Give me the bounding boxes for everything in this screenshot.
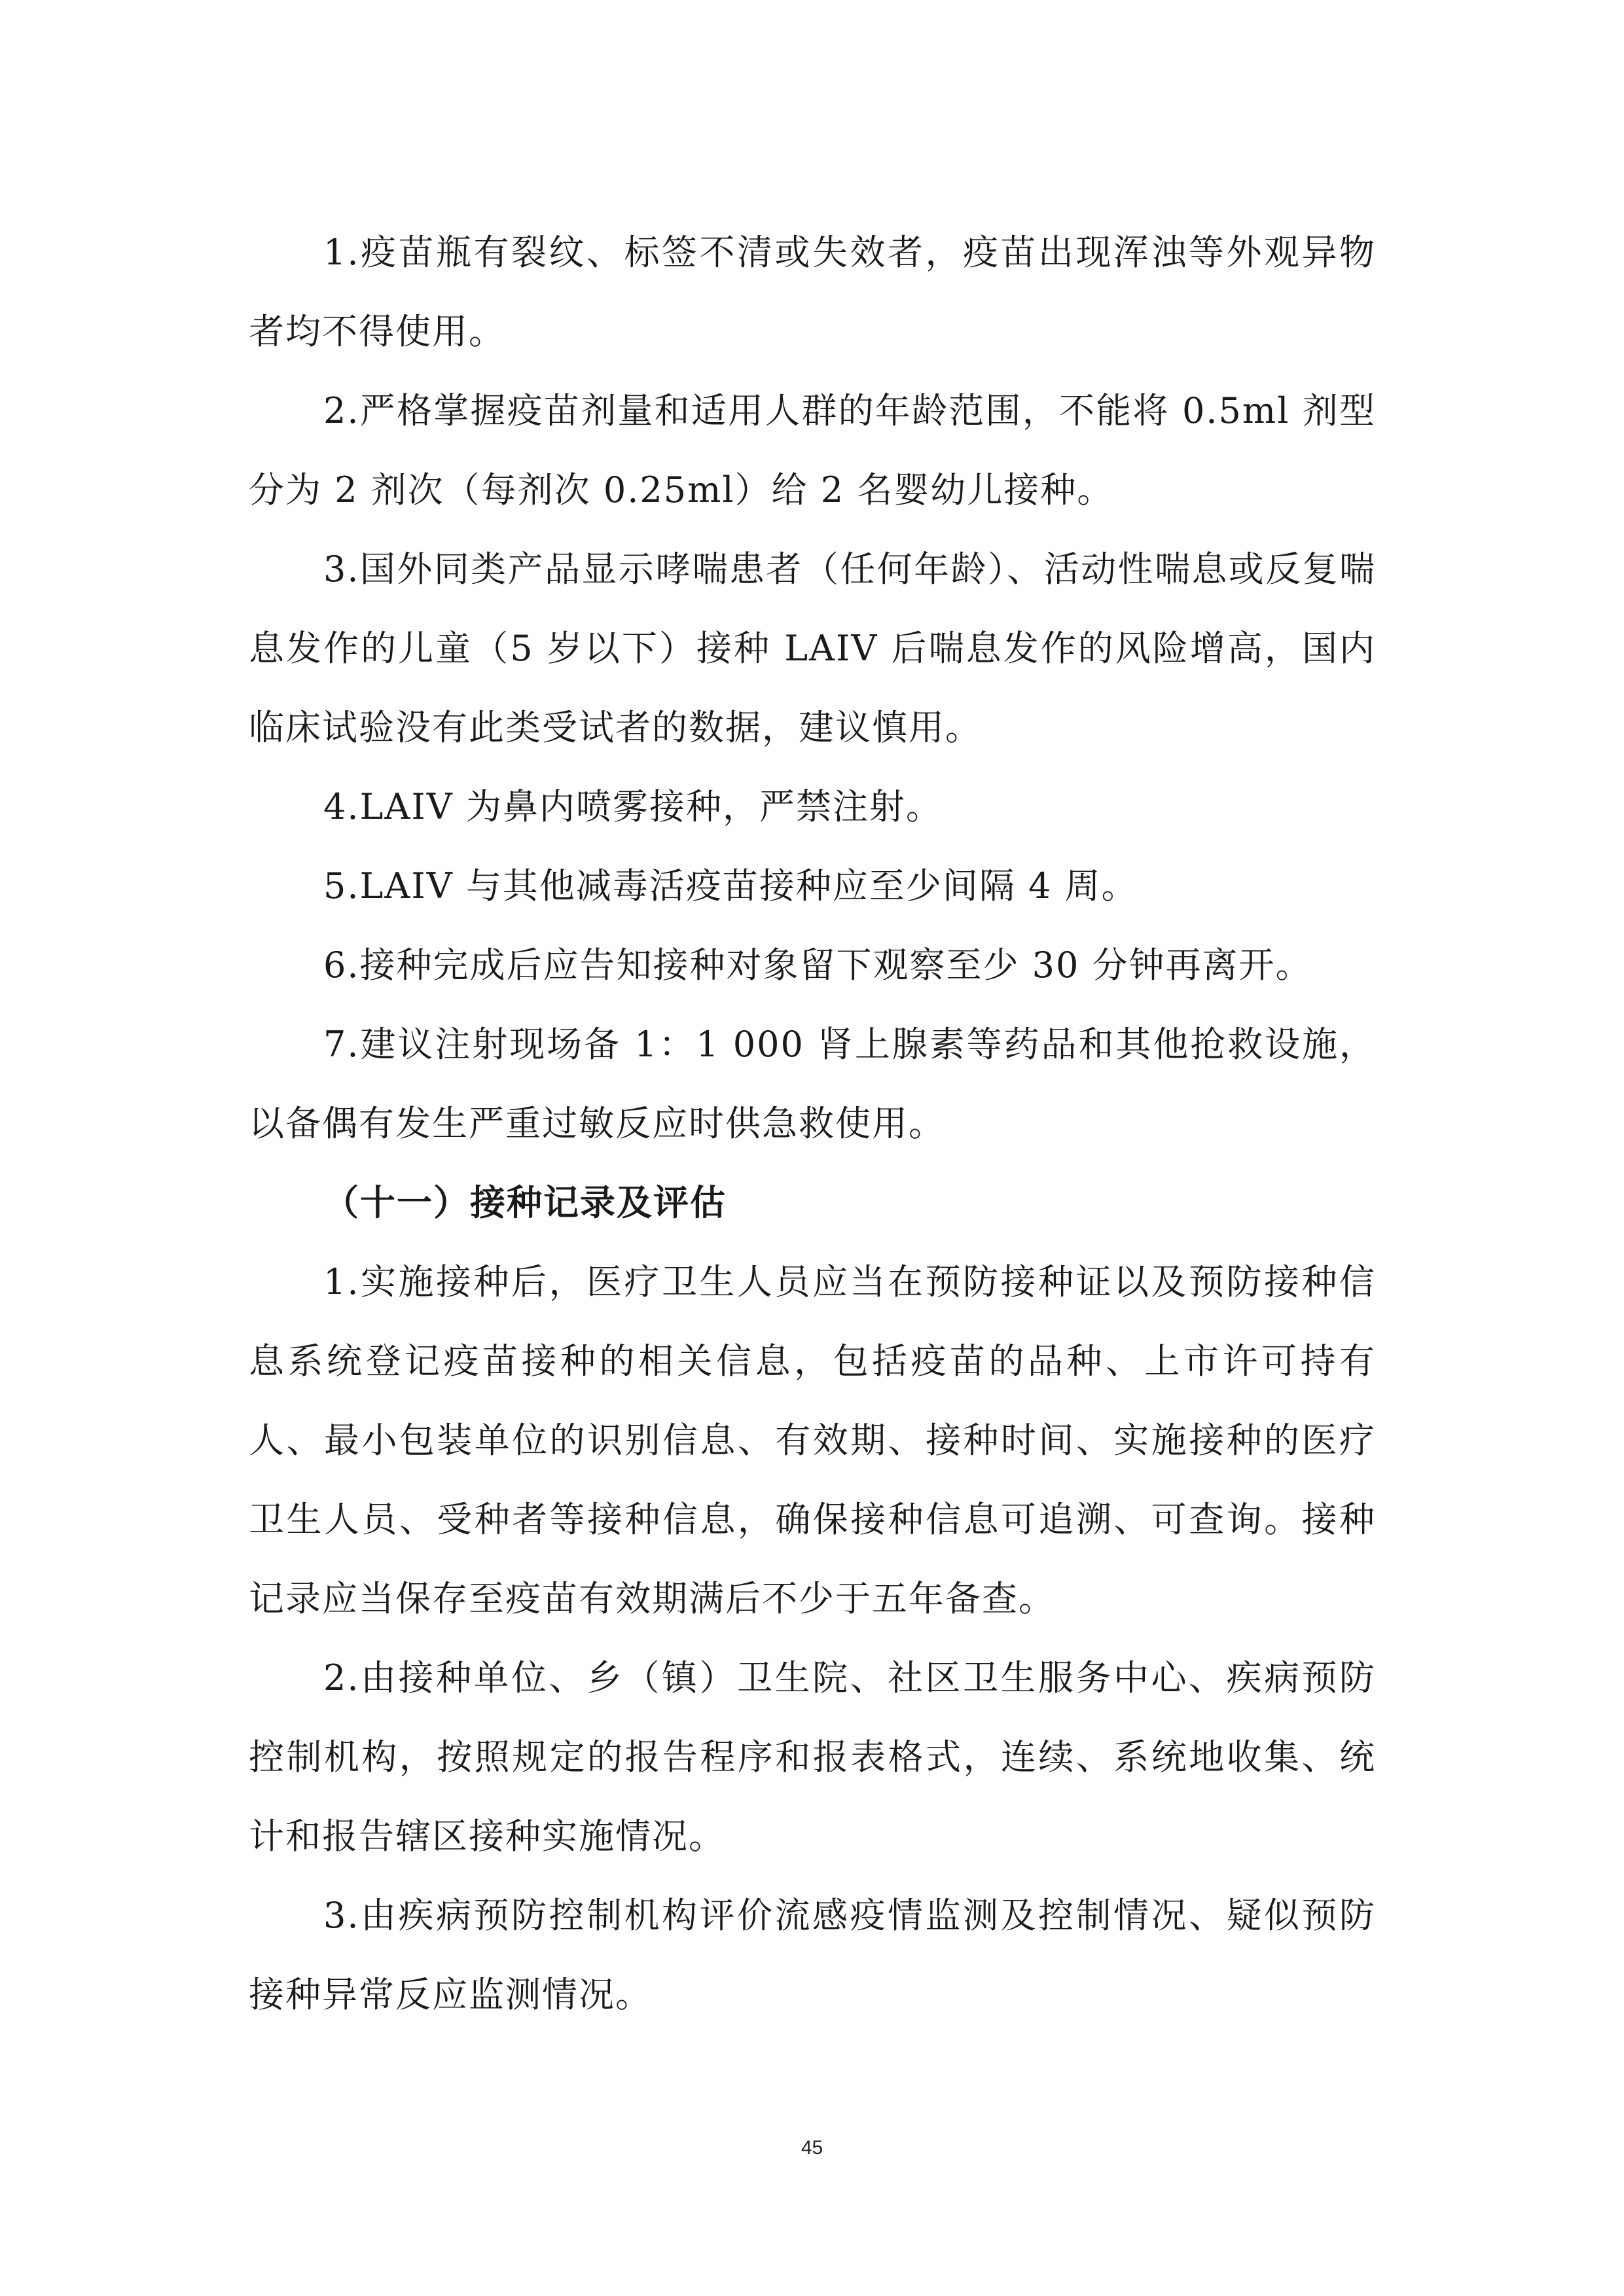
precaution-4: 4.LAIV 为鼻内喷雾接种，严禁注射。	[323, 786, 943, 827]
document-body	[249, 213, 1376, 2034]
record-paragraph-2: 2.由接种单位、乡（镇）卫生院、社区卫生服务中心、疾病预防控制机构，按照规定的报告程序和报表格式，连续、系统地收集、统计和报告辖区接种实施情况。	[249, 1657, 1376, 1857]
precaution-1: 1.疫苗瓶有裂纹、标签不清或失效者，疫苗出现浑浊等外观异物者均不得使用。	[249, 232, 1376, 352]
precaution-2: 2.严格掌握疫苗剂量和适用人群的年龄范围，不能将 0.5ml 剂型分为 2 剂次（每剂次 0.25ml）给 2 名婴幼儿接种。	[249, 390, 1376, 511]
precaution-6: 6.接种完成后应告知接种对象留下观察至少 30 分钟再离开。	[323, 944, 1312, 986]
page-number: 45	[801, 2137, 823, 2159]
record-paragraph-1: 1.实施接种后，医疗卫生人员应当在预防接种证以及预防接种信息系统登记疫苗接种的相关信息，包括疫苗的品种、上市许可持有人、最小包装单位的识别信息、有效期、接种时间、实施接种的医疗卫生人员、受种者等接种信息，确保接种信息可追溯、可查询。接种记录应当保存至疫苗有效期满后不少于五年备查。	[249, 1261, 1376, 1619]
precaution-7: 7.建议注射现场备 1：1 000 肾上腺素等药品和其他抢救设施，以备偶有发生严重过敏反应时供急救使用。	[249, 1024, 1376, 1144]
precaution-3: 3.国外同类产品显示哮喘患者（任何年龄）、活动性喘息或反复喘息发作的儿童（5 岁以下）接种 LAIV 后喘息发作的风险增高，国内临床试验没有此类受试者的数据，建议慎用。	[249, 548, 1376, 748]
precaution-5: 5.LAIV 与其他减毒活疫苗接种应至少间隔 4 周。	[323, 865, 1138, 906]
section-heading: （十一）接种记录及评估	[323, 1182, 727, 1223]
record-paragraph-3: 3.由疾病预防控制机构评价流感疫情监测及控制情况、疑似预防接种异常反应监测情况。	[249, 1895, 1376, 2015]
